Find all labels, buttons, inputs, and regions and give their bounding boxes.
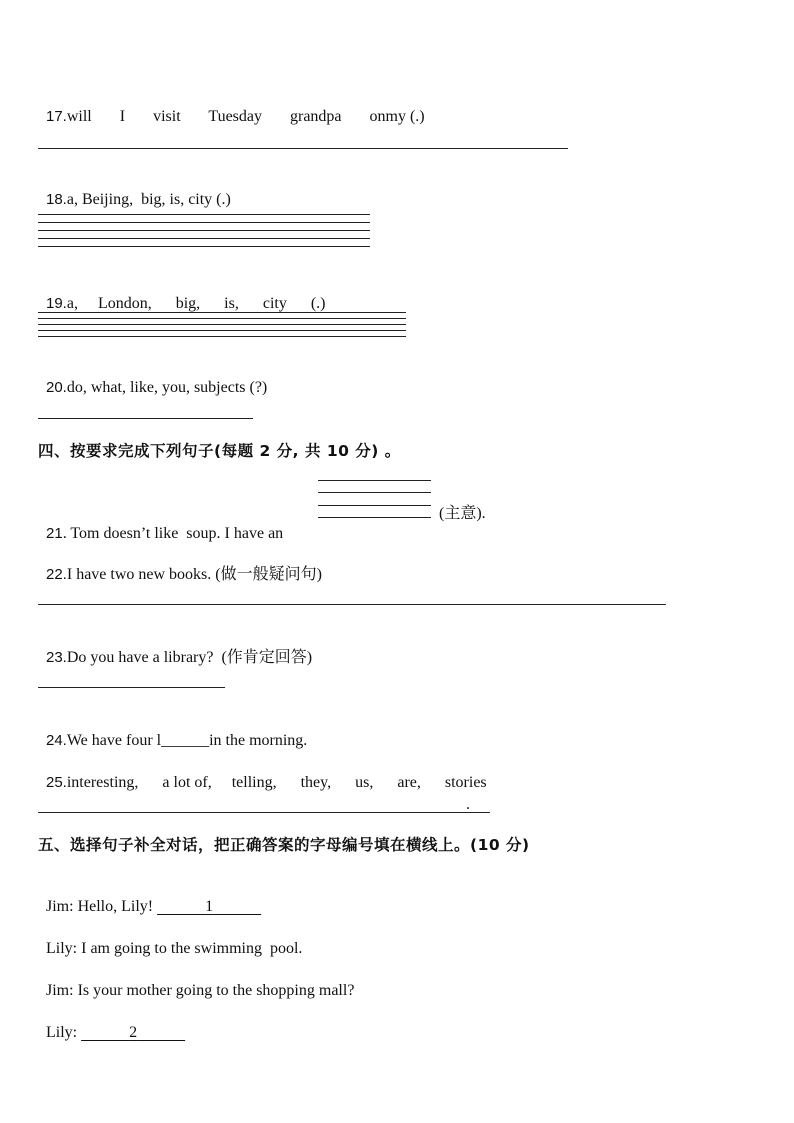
question-19 [38, 274, 326, 314]
question-number: 19. [46, 295, 67, 312]
question-text: do, what, like, you, subjects (?) [66, 379, 268, 396]
dialogue-line [38, 919, 302, 959]
question-23 [38, 628, 312, 668]
answer-line[interactable] [38, 336, 406, 337]
question-number: 23. [46, 649, 67, 666]
speaker-name: Jim: [46, 898, 74, 915]
answer-line[interactable] [38, 148, 568, 149]
dialogue-text: Hello, Lily! [77, 898, 158, 915]
question-20 [38, 358, 267, 398]
answer-line[interactable] [38, 222, 370, 223]
answer-line[interactable] [38, 324, 406, 325]
answer-line[interactable] [38, 812, 490, 813]
answer-line[interactable] [318, 517, 431, 518]
question-text: Do you have a library? (作肯定回答) [66, 649, 313, 666]
question-number: 17. [46, 108, 67, 125]
answer-blank-1[interactable]: 1 [205, 898, 214, 915]
speaker-name: Jim: [46, 982, 74, 999]
answer-line[interactable] [38, 312, 406, 313]
question-25 [38, 753, 487, 793]
answer-line[interactable] [38, 418, 253, 419]
speaker-name: Lily: [46, 940, 78, 957]
question-text: a, London, big, is, city (.) [66, 295, 326, 312]
question-text: We have four l______in the morning. [66, 732, 308, 749]
question-number: 24. [46, 732, 67, 749]
answer-line[interactable] [318, 492, 431, 493]
question-number: 25. [46, 774, 67, 791]
answer-blank-2[interactable]: 2 [129, 1024, 138, 1041]
question-17 [38, 87, 425, 127]
answer-line[interactable] [38, 238, 370, 239]
question-text: a, Beijing, big, is, city (.) [66, 191, 231, 208]
answer-line[interactable] [38, 687, 225, 688]
answer-line[interactable] [38, 318, 406, 319]
question-text: will I visit Tuesday grandpa onmy (.) [66, 108, 425, 125]
answer-line[interactable] [38, 214, 370, 215]
section-heading: 四、按要求完成下列句子(每题 2 分, 共 10 分) 。 [38, 442, 401, 460]
speaker-name: Lily: [46, 1024, 78, 1041]
question-18 [38, 170, 231, 210]
question-24 [38, 711, 307, 751]
answer-line[interactable] [318, 480, 431, 481]
answer-line[interactable] [38, 230, 370, 231]
dialogue-text: I am going to the swimming pool. [77, 940, 303, 957]
question-hint: (主意). [439, 505, 486, 522]
sentence-end-mark: . [466, 796, 470, 813]
question-21 [38, 504, 283, 544]
dialogue-line [38, 877, 261, 917]
dialogue-line [38, 1003, 185, 1043]
question-number: 21 [46, 525, 63, 542]
answer-line[interactable] [318, 505, 431, 506]
question-text: . Tom doesn’t like soup. I have an [62, 525, 284, 542]
section-heading: 五、选择句子补全对话，把正确答案的字母编号填在横线上。(10 分) [38, 836, 530, 854]
dialogue-text: Is your mother going to the shopping mall? [77, 982, 355, 999]
question-text: I have two new books. (做一般疑问句) [66, 566, 322, 583]
question-text: interesting, a lot of, telling, they, us, are, stories [66, 774, 487, 791]
answer-line[interactable] [38, 246, 370, 247]
answer-line[interactable] [38, 604, 666, 605]
question-22 [38, 545, 322, 585]
question-number: 20. [46, 379, 67, 396]
answer-line[interactable] [38, 330, 406, 331]
question-number: 22. [46, 566, 67, 583]
question-number: 18. [46, 191, 67, 208]
dialogue-line [38, 961, 354, 1001]
